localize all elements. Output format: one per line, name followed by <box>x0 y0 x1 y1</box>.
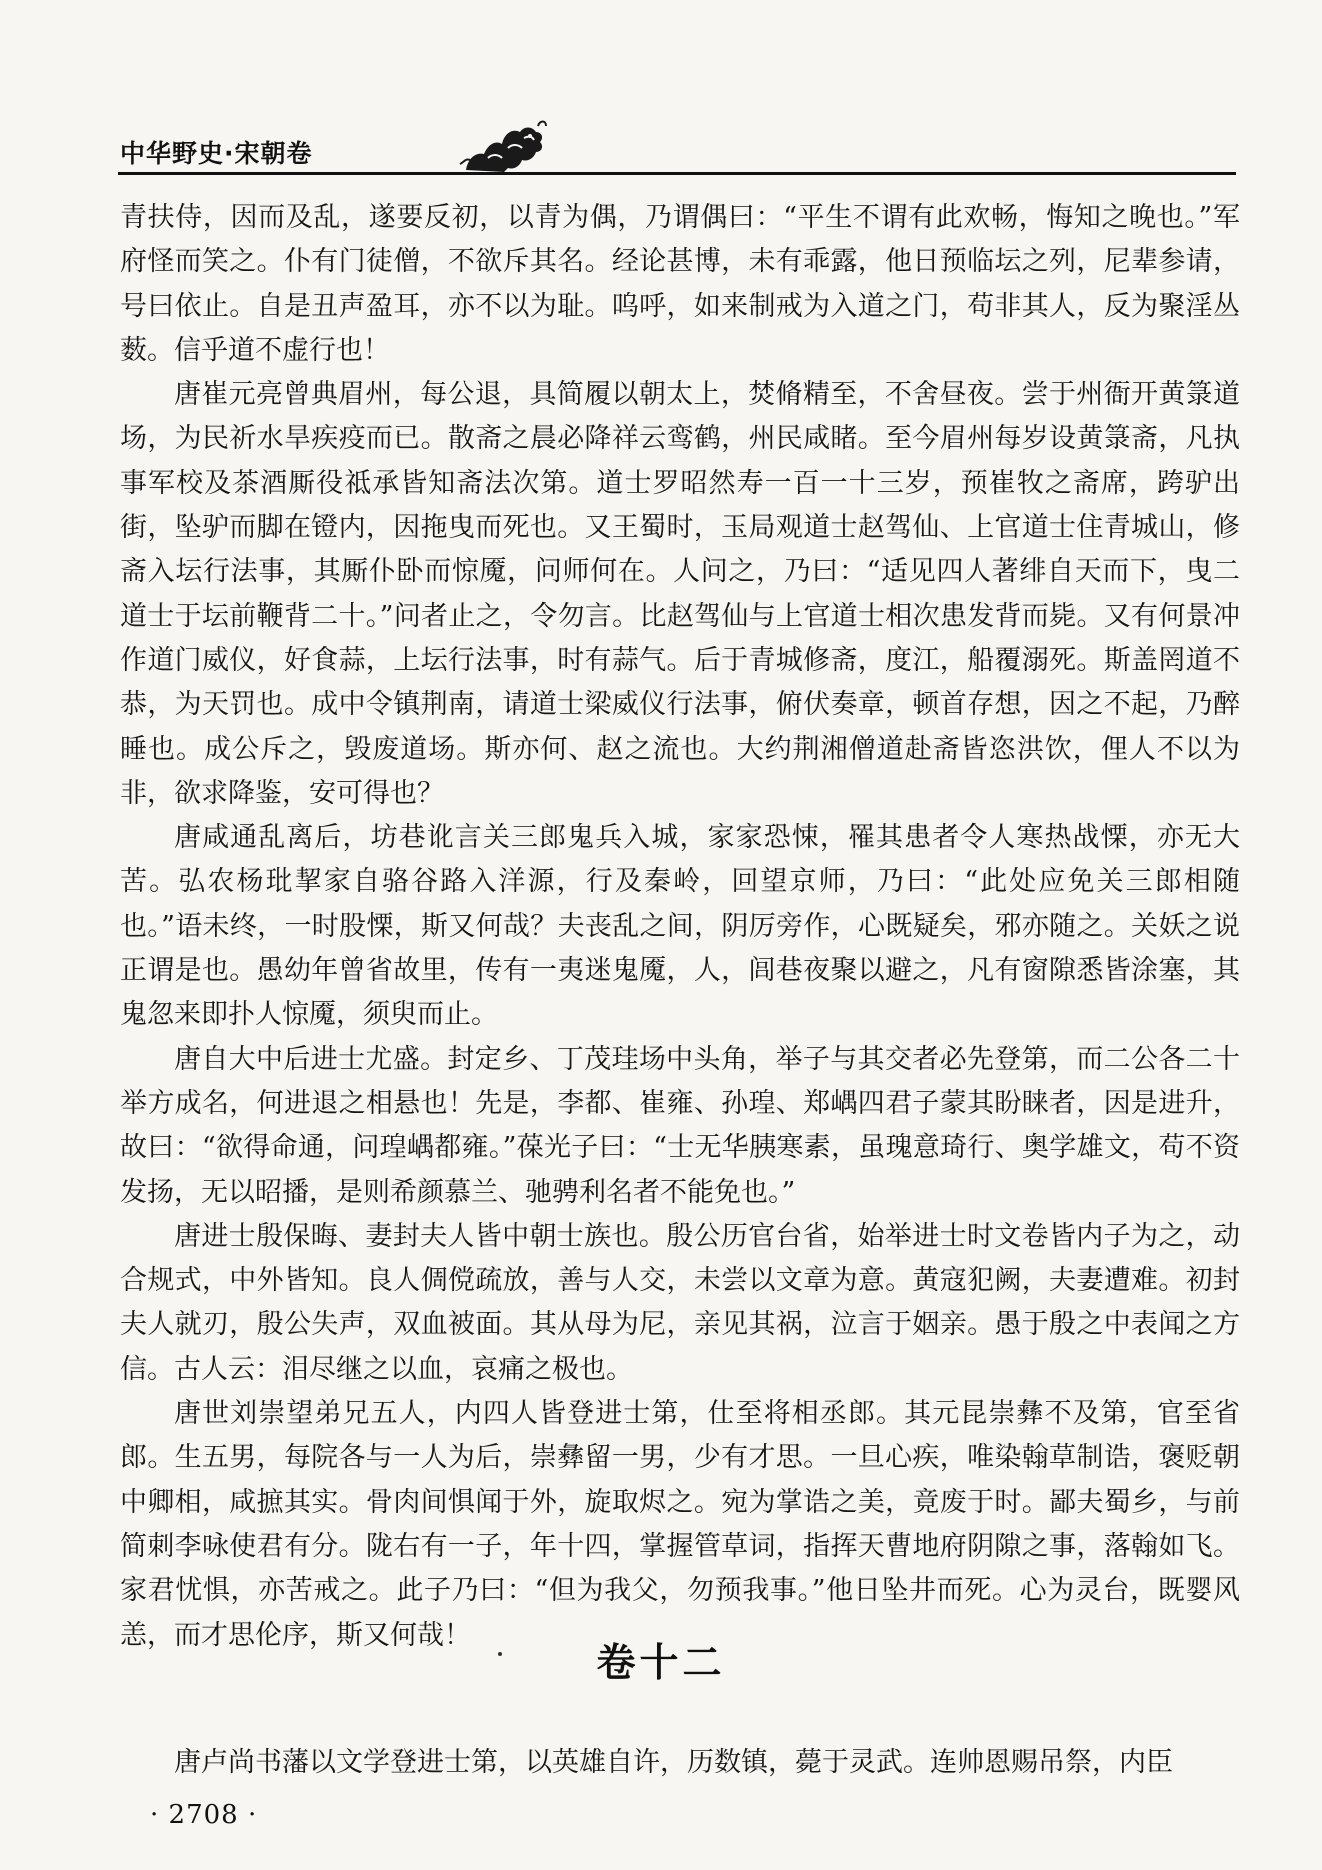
paragraph-4: 唐自大中后进士尤盛。封定乡、丁茂珪场中头角，举子与其交者必先登第，而二公各二十举方成名，何进退之相悬也！先是，李都、崔雍、孙瑝、郑嵎四君子蒙其盼睐者，因是进升，故曰：“欲得命通，问瑝嵎都雍。”葆光子曰：“士无华胰寒素，虽瑰意琦行、奥学雄文，苟不资发扬，无以昭播，是则希颜慕兰、驰骋利名者不能免也。” <box>120 1043 1240 1208</box>
paragraph-5: 唐进士殷保晦、妻封夫人皆中朝士族也。殷公历官台省，始举进士时文卷皆内子为之，动合规式，中外皆知。良人倜傥疏放，善与人交，未尝以文章为意。黄寇犯阙，夫妻遭难。初封夫人就刃，殷公失声，双血被面。其从母为尼，亲见其祸，泣言于姻亲。愚于殷之中表闻之方信。古人云：泪尽继之以血，哀痛之极也。 <box>120 1220 1240 1385</box>
chapter-text <box>120 1741 1240 1785</box>
paragraph-1: 青扶侍，因而及乱，遂要反初，以青为偶，乃谓偶曰：“平生不谓有此欢畅，悔知之晚也。”军府怪而笑之。仆有门徒僧，不欲斥其名。经论甚博，未有乖露，他日预临坛之列，尼辈参请，号曰依止。自是丑声盈耳，亦不以为耻。呜呼，如来制戒为入道之门，苟非其人，反为聚淫丛薮。信乎道不虚行也！ <box>120 202 1240 366</box>
header-rule <box>118 172 1236 175</box>
chapter-title: 卷十二 <box>596 1641 726 1686</box>
main-text <box>120 196 1240 1658</box>
book-title: 中华野史·宋朝卷 <box>120 139 313 168</box>
paragraph-6: 唐世刘崇望弟兄五人，内四人皆登进士第，仕至将相丞郎。其元昆崇彝不及第，官至省郎。生五男，每院各与一人为后，崇彝留一男，少有才思。一旦心疾，唯染翰草制诰，褒贬朝中卿相，咸摭其实。骨肉间惧闻于外，旋取烬之。宛为掌诰之美，竟废于时。鄙夫蜀乡，与前简刺李咏使君有分。陇右有一子，年十四，掌握管草词，指挥天曹地府阴隙之事，落翰如飞。家君忧惧，亦苦戒之。此子乃曰：“但为我父，勿预我事。”他日坠井而死。心为灵台，既婴风恙，而才思伦序，斯又何哉！ <box>120 1398 1240 1651</box>
paragraph-2: 唐崔元亮曾典眉州，每公退，具简履以朝太上，焚脩精至，不舍昼夜。尝于州衙开黄箓道场，为民祈水旱疾疫而已。散斋之晨必降祥云鸾鹤，州民咸睹。至今眉州每岁设黄箓斋，凡执事军校及茶酒厮役祗承皆知斋法次第。道士罗昭然寿一百一十三岁，预崔牧之斋席，跨驴出街，坠驴而脚在镫内，因拖曳而死也。又王蜀时，玉局观道士赵驾仙、上官道士住青城山，修斋入坛行法事，其厮仆卧而惊魇，问师何在。人问之，乃曰：“适见四人著绯自天而下，曳二道士于坛前鞭背二十。”问者止之，令勿言。比赵驾仙与上官道士相次患发背而毙。又有何景冲作道门威仪，好食蒜，上坛行法事，时有蒜气。后于青城修斋，度江，船覆溺死。斯盖罔道不恭，为天罚也。成中令镇荆南，请道士梁威仪行法事，俯伏奏章，顿首存想，因之不起，乃醉睡也。成公斥之，毁废道场。斯亦何、赵之流也。大约荆湘僧道赴斋皆恣洪饮，俚人不以为非，欲求降鉴，安可得也？ <box>120 379 1240 809</box>
paragraph-7: 唐卢尚书藩以文学登进士第，以英雄自许，历数镇，薨于灵武。连帅恩赐吊祭，内臣 <box>174 1747 1173 1778</box>
page-number: · 2708 · <box>150 1800 258 1830</box>
dragon-emblem-icon <box>458 118 548 174</box>
running-header <box>118 118 1236 174</box>
paragraph-3: 唐咸通乱离后，坊巷讹言关三郎鬼兵入城，家家恐悚，罹其患者令人寒热战慄，亦无大苦。弘农杨玭挈家自骆谷路入洋源，行及秦岭，回望京师，乃曰：“此处应免关三郎相随也。”语未终，一时股慄，斯又何哉？夫丧乱之间，阴厉旁作，心既疑矣，邪亦随之。关妖之说正谓是也。愚幼年曾省故里，传有一夷迷鬼魇，人，闾巷夜聚以避之，凡有窗隙悉皆涂塞，其鬼忽来即扑人惊魇，须臾而止。 <box>120 822 1240 1031</box>
